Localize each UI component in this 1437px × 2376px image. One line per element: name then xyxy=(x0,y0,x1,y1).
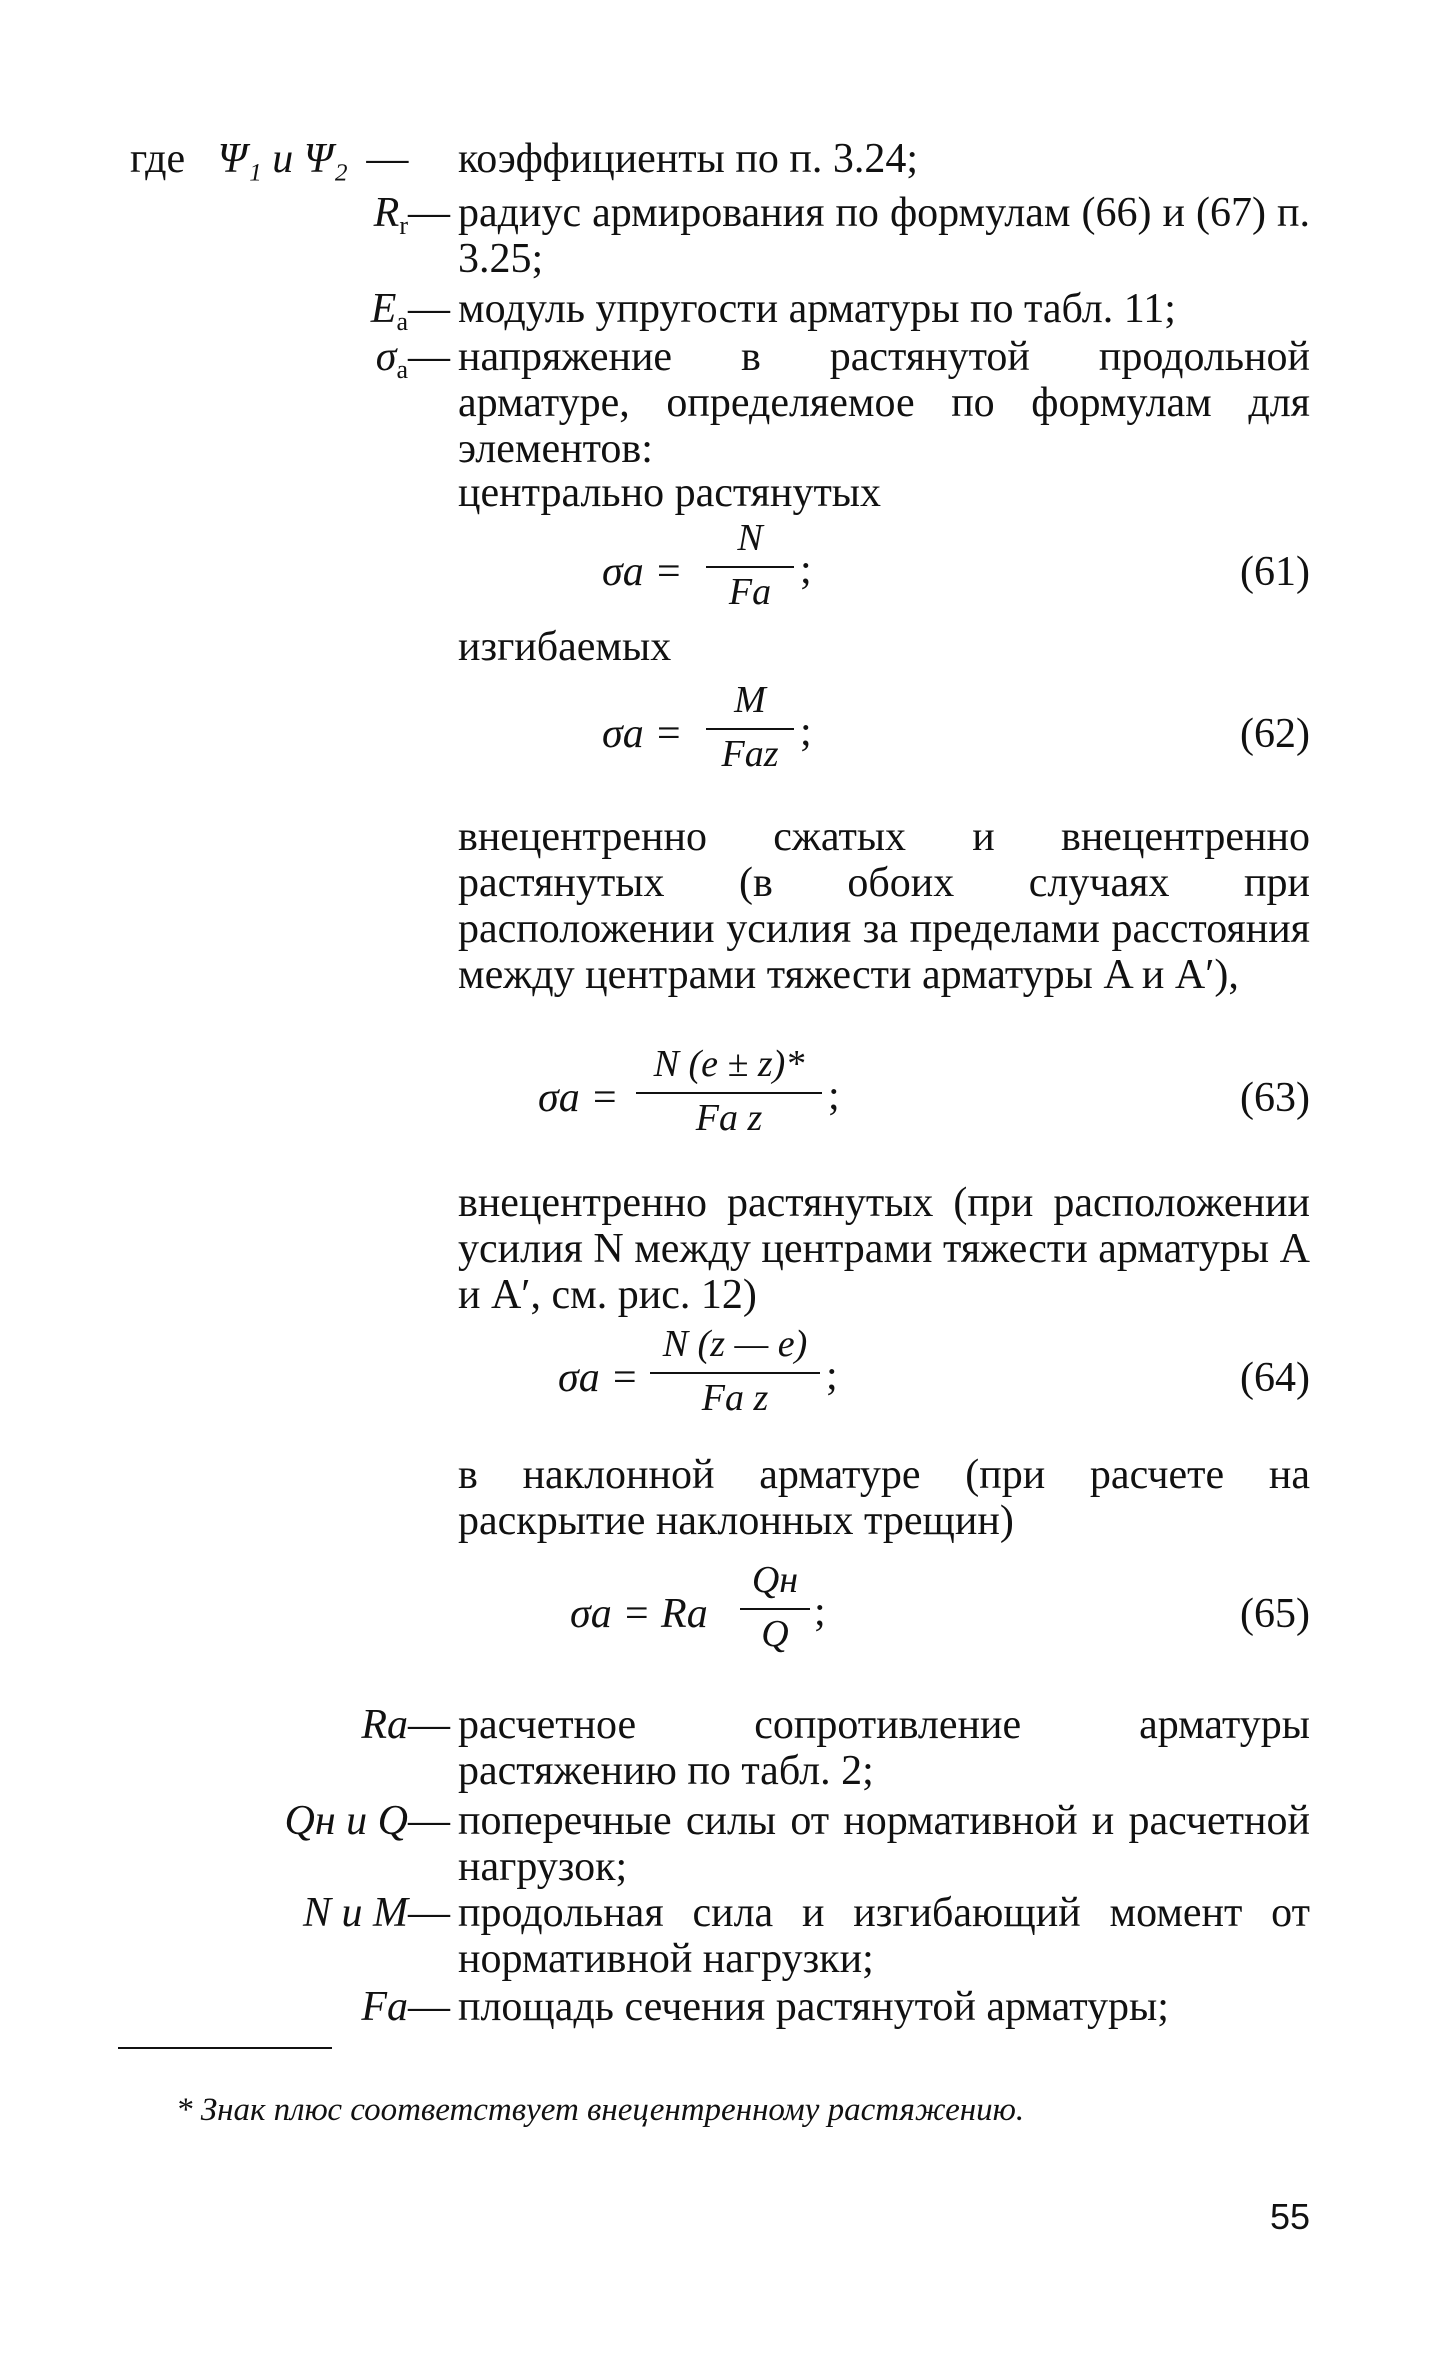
para-inclined-reinforcement: в наклонной арматуре (при расчете на раскрытие наклонных трещин) xyxy=(458,1452,1310,1544)
denominator: Fа xyxy=(728,571,772,613)
symbol: Rа xyxy=(361,1702,408,1748)
definition-text: расчетное сопротивление арматуры растяжению по табл. 2; xyxy=(458,1702,1310,1794)
semicolon: ; xyxy=(828,1073,840,1119)
definition-text: коэффициенты по п. 3.24; xyxy=(458,136,918,182)
symbol-sub: а xyxy=(396,307,408,336)
denominator: Fа z xyxy=(695,1097,763,1139)
definition-text: модуль упругости арматуры по табл. 11; xyxy=(458,286,1176,332)
equation-number: (61) xyxy=(1240,549,1310,595)
dash: — xyxy=(408,1890,450,1936)
numerator: N (z — e) xyxy=(662,1323,808,1365)
definition-text: напряжение в растянутой продольной арматуре, определяемое по формулам для элементов: xyxy=(458,334,1310,472)
formula-lhs: σа = xyxy=(558,1355,639,1401)
symbol-sub: r xyxy=(399,211,408,240)
dash: — xyxy=(408,286,450,332)
fraction-bar xyxy=(706,566,794,568)
formula-lhs: σа = xyxy=(602,711,683,757)
denominator: Q xyxy=(761,1613,789,1655)
footnote: * Знак плюс соответствует внецентренному растяжению. xyxy=(176,2092,1025,2128)
definition-text: площадь сечения растянутой арматуры; xyxy=(458,1984,1169,2030)
dash: — xyxy=(408,1984,450,2030)
dash: — xyxy=(366,136,409,182)
equation-number: (63) xyxy=(1240,1075,1310,1121)
symbol-sub: а xyxy=(396,355,408,384)
fraction-bar xyxy=(740,1608,810,1610)
fraction xyxy=(740,1558,810,1654)
numerator: N (e ± z)* xyxy=(653,1043,805,1085)
dash: — xyxy=(408,334,450,380)
semicolon: ; xyxy=(826,1353,838,1399)
equation-number: (62) xyxy=(1240,711,1310,757)
denominator: Fа z xyxy=(701,1377,769,1419)
symbol: Qн и Q xyxy=(284,1798,408,1844)
para-bending: изгибаемых xyxy=(458,624,672,670)
equation-number: (64) xyxy=(1240,1355,1310,1401)
definition-text: поперечные силы от нормативной и расчетной нагрузок; xyxy=(458,1798,1310,1890)
semicolon: ; xyxy=(800,709,812,755)
denominator: Fаz xyxy=(721,733,779,775)
fraction xyxy=(650,1322,820,1418)
numerator: N xyxy=(737,517,763,559)
symbol-base: R xyxy=(373,190,400,236)
fraction xyxy=(706,516,794,612)
semicolon: ; xyxy=(814,1589,826,1635)
symbol-base: σ xyxy=(375,334,397,380)
footnote-rule xyxy=(118,2047,332,2049)
fraction-bar xyxy=(706,728,794,730)
definition-text: радиус армирования по формулам (66) и (67) п. 3.25; xyxy=(458,190,1310,282)
fraction-bar xyxy=(636,1092,822,1094)
formula-lhs: σа = Rа xyxy=(570,1591,708,1637)
symbol: N и M xyxy=(303,1890,408,1936)
fraction xyxy=(636,1042,822,1138)
definition-text: продольная сила и изгибающий момент от нормативной нагрузки; xyxy=(458,1890,1310,1982)
dash: — xyxy=(408,1702,450,1748)
dash: — xyxy=(408,190,450,236)
fraction-bar xyxy=(650,1372,820,1374)
para-eccentric-tension: внецентренно растянутых (при расположении усилия N между центрами тяжести арматуры A и A′, см. рис. 12) xyxy=(458,1180,1310,1318)
fraction xyxy=(706,678,794,774)
equation-number: (65) xyxy=(1240,1591,1310,1637)
symbol-base: E xyxy=(370,286,397,332)
numerator: M xyxy=(734,679,766,721)
symbol: Fа xyxy=(361,1984,408,2030)
numerator: Qн xyxy=(751,1559,799,1601)
page-number: 55 xyxy=(1269,2196,1310,2237)
para-central-tension: центрально растянутых xyxy=(458,470,882,516)
psi-symbols: Ψ₁ и Ψ₂ xyxy=(217,136,348,182)
formula-lhs: σа = xyxy=(602,549,683,595)
semicolon: ; xyxy=(800,547,812,593)
para-eccentric-compression-tension: внецентренно сжатых и внецентренно растянутых (в обоих случаях при расположении усилия за пределами расстояния между центрами тяжести арматуры A и A′), xyxy=(458,814,1310,998)
where-word: где xyxy=(130,136,186,182)
formula-lhs: σа = xyxy=(538,1075,619,1121)
dash: — xyxy=(408,1798,450,1844)
